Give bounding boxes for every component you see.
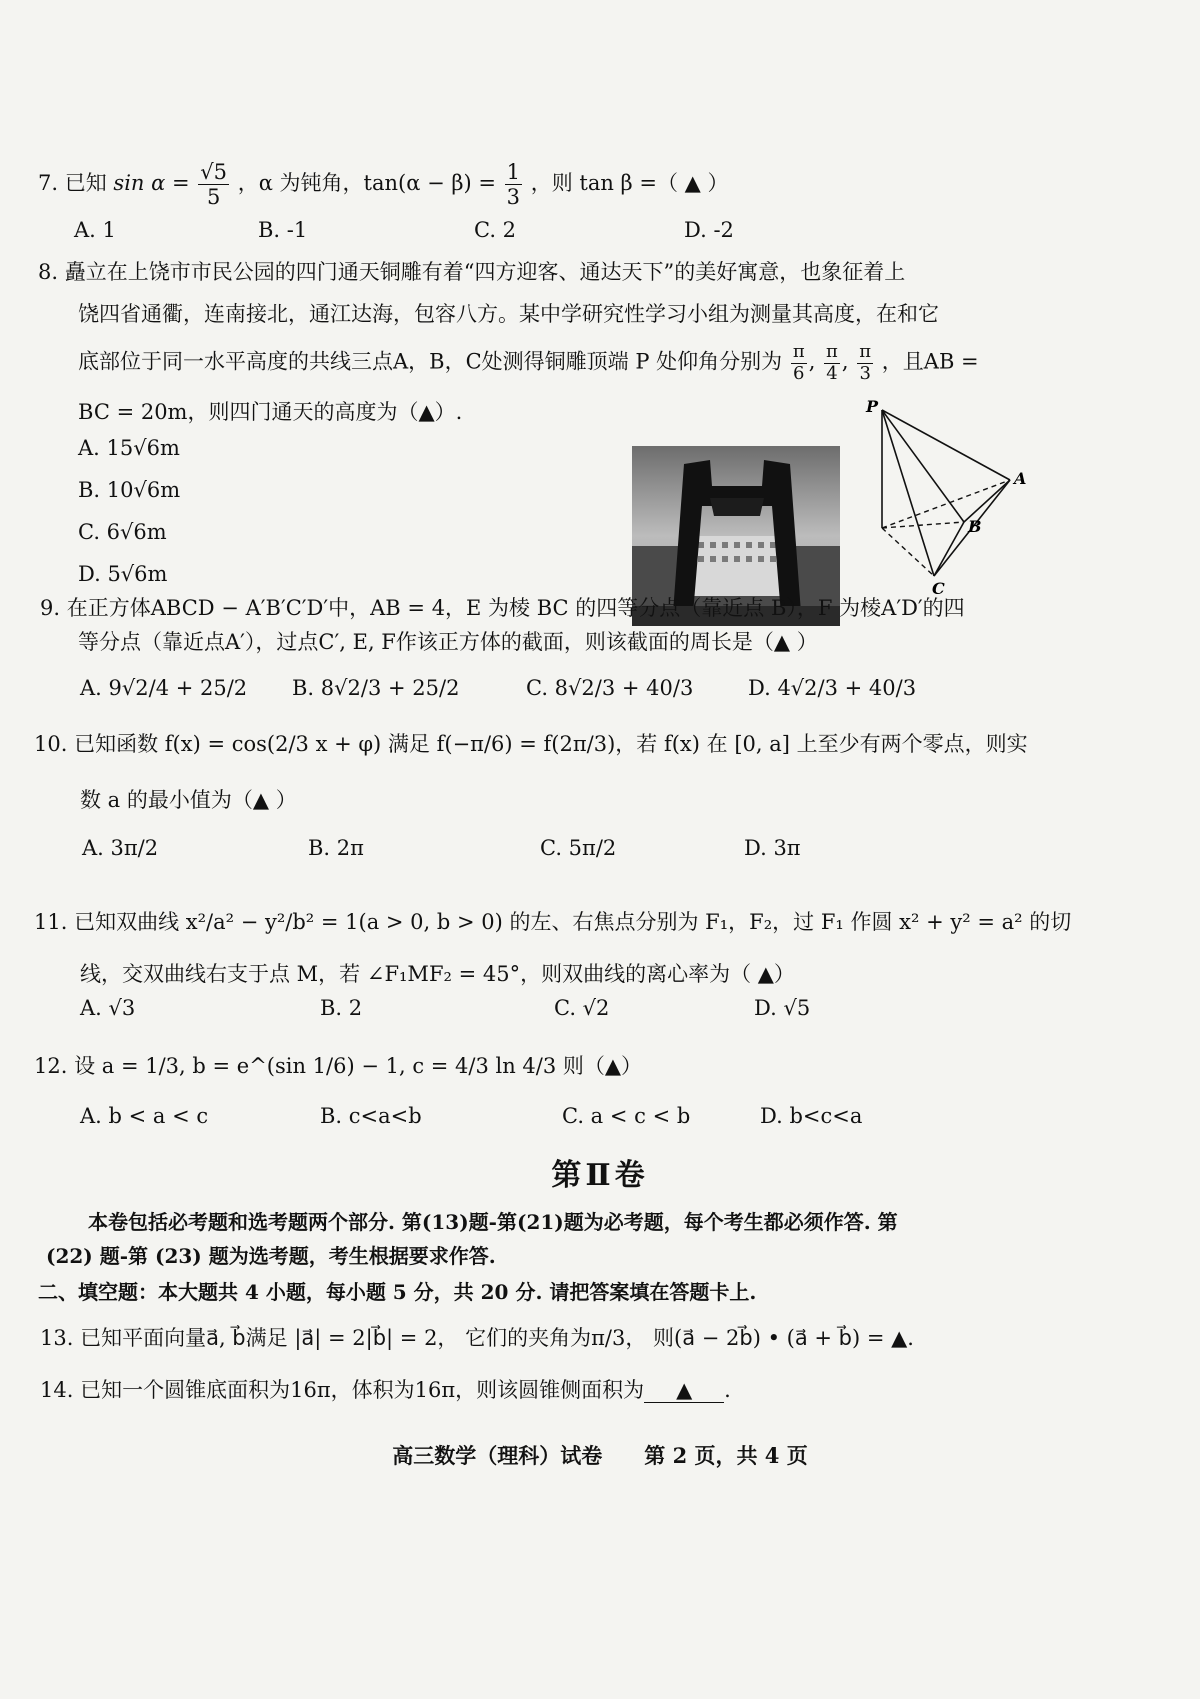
q7-option-d: D. -2 [684, 218, 734, 242]
angle-3: $\frac{\pi}{3}$ [859, 341, 872, 384]
question-9-line1: 9. 在正方体ABCD − A′B′C′D′中，AB = 4，E 为棱 BC 的四等分点（靠近点 B），F 为棱A′D′的四 [40, 596, 965, 620]
question-8-line3: 底部位于同一水平高度的共线三点A，B，C处测得铜雕顶端 P 处仰角分别为 $\frac{\pi}{6}$ , $\frac{\pi}{4}$ , $\frac{\pi}{3}$ ，且AB = [78, 341, 979, 384]
question-number: 7. [38, 171, 59, 196]
label-p: P [866, 400, 879, 416]
q7-text-b: ，α 为钝角，tan(α − β) = [237, 171, 496, 196]
q12-option-b: B. c<a<b [320, 1104, 422, 1128]
part-title: 第Ⅱ卷 [551, 1158, 649, 1193]
q10-option-d: D. 3π [744, 836, 801, 860]
q7-sin: sin α = [113, 171, 190, 196]
question-8-line2: 饶四省通衢，连南接北，通江达海，包容八方。某中学研究性学习小组为测量其高度，在和它 [78, 302, 939, 326]
question-14: 14. 已知一个圆锥底面积为16π，体积为16π，则该圆锥侧面积为 ▲ . [40, 1378, 731, 1402]
question-7 [38, 160, 728, 209]
section-heading: 二、填空题：本大题共 4 小题，每小题 5 分，共 20 分. 请把答案填在答题卡上. [38, 1280, 757, 1304]
q8-option-d: D. 5√6m [78, 562, 168, 586]
part-intro-line2: (22) 题-第 (23) 题为选考题，考生根据要求作答. [46, 1244, 496, 1268]
question-8-line1: 8. 矗立在上饶市市民公园的四门通天铜雕有着“四方迎客、通达天下”的美好寓意，也象征着上 [38, 260, 906, 284]
question-8-line4: BC = 20m，则四门通天的高度为（▲）. [78, 400, 463, 424]
q11-option-c: C. √2 [554, 996, 610, 1020]
q9-option-d: D. 4√2/3 + 40/3 [748, 676, 917, 700]
q10-option-b: B. 2π [308, 836, 364, 860]
q12-option-c: C. a < c < b [562, 1104, 691, 1128]
q7-option-b: B. -1 [258, 218, 308, 242]
question-10-line2: 数 a 的最小值为（▲ ） [80, 788, 297, 812]
q9-option-a: A. 9√2/4 + 25/2 [80, 676, 248, 700]
angle-2: $\frac{\pi}{4}$ [826, 341, 838, 384]
q7-option-a: A. 1 [74, 218, 116, 242]
q10-option-a: A. 3π/2 [82, 836, 159, 860]
q11-option-a: A. √3 [80, 996, 136, 1020]
q11-option-b: B. 2 [320, 996, 363, 1020]
question-10-line1: 10. 已知函数 f(x) = cos(2/3 x + φ) 满足 f(−π/6) = f(2π/3)，若 f(x) 在 [0, a] 上至少有两个零点，则实 [34, 732, 1028, 756]
q8-option-b: B. 10√6m [78, 478, 181, 502]
q7-fraction-2: $\frac{1}{3}$ [506, 160, 521, 210]
q7-text: 已知 [64, 171, 107, 196]
q8-option-a: A. 15√6m [78, 436, 180, 460]
pyramid-diagram [862, 400, 1042, 610]
label-b: B [968, 517, 982, 536]
label-a: A [1014, 469, 1027, 488]
q8-option-c: C. 6√6m [78, 520, 167, 544]
bleed-through-text [980, 180, 997, 205]
q9-option-b: B. 8√2/3 + 25/2 [292, 676, 460, 700]
question-12-line1: 12. 设 a = 1/3, b = e^(sin 1/6) − 1, c = 4/3 ln 4/3 则（▲） [34, 1054, 643, 1078]
question-13: 13. 已知平面向量a⃗, b⃗满足 |a⃗| = 2|b⃗| = 2， 它们的夹角为π/3， 则(a⃗ − 2b⃗) • (a⃗ + b⃗) = ▲. [40, 1326, 914, 1350]
q11-option-d: D. √5 [754, 996, 811, 1020]
q10-option-c: C. 5π/2 [540, 836, 617, 860]
q12-option-a: A. b < a < c [80, 1104, 209, 1128]
angle-1: $\frac{\pi}{6}$ [792, 341, 805, 384]
answer-blank: ▲ [644, 1378, 724, 1403]
part-intro-line1: 本卷包括必考题和选考题两个部分. 第(13)题-第(21)题为必考题，每个考生都必须作答. 第 [88, 1210, 898, 1234]
question-11-line2: 线，交双曲线右支于点 M，若 ∠F₁MF₂ = 45°，则双曲线的离心率为（ ▲） [80, 962, 795, 986]
question-9-line2: 等分点（靠近点A′），过点C′, E, F作该正方体的截面，则该截面的周长是（▲ ） [78, 630, 818, 654]
q7-fraction: $\frac{√5}{5}$ [200, 160, 228, 210]
q7-option-c: C. 2 [474, 218, 517, 242]
q7-text-c: ，则 tan β =（ ▲ ） [530, 171, 729, 196]
q9-option-c: C. 8√2/3 + 40/3 [526, 676, 694, 700]
page-footer: 高三数学（理科）试卷 第 2 页，共 4 页 [392, 1443, 808, 1468]
q12-option-d: D. b<c<a [760, 1104, 863, 1128]
question-11-line1: 11. 已知双曲线 x²/a² − y²/b² = 1(a > 0, b > 0) 的左、右焦点分别为 F₁，F₂，过 F₁ 作圆 x² + y² = a² 的切 [34, 910, 1072, 934]
label-c: C [932, 579, 945, 598]
